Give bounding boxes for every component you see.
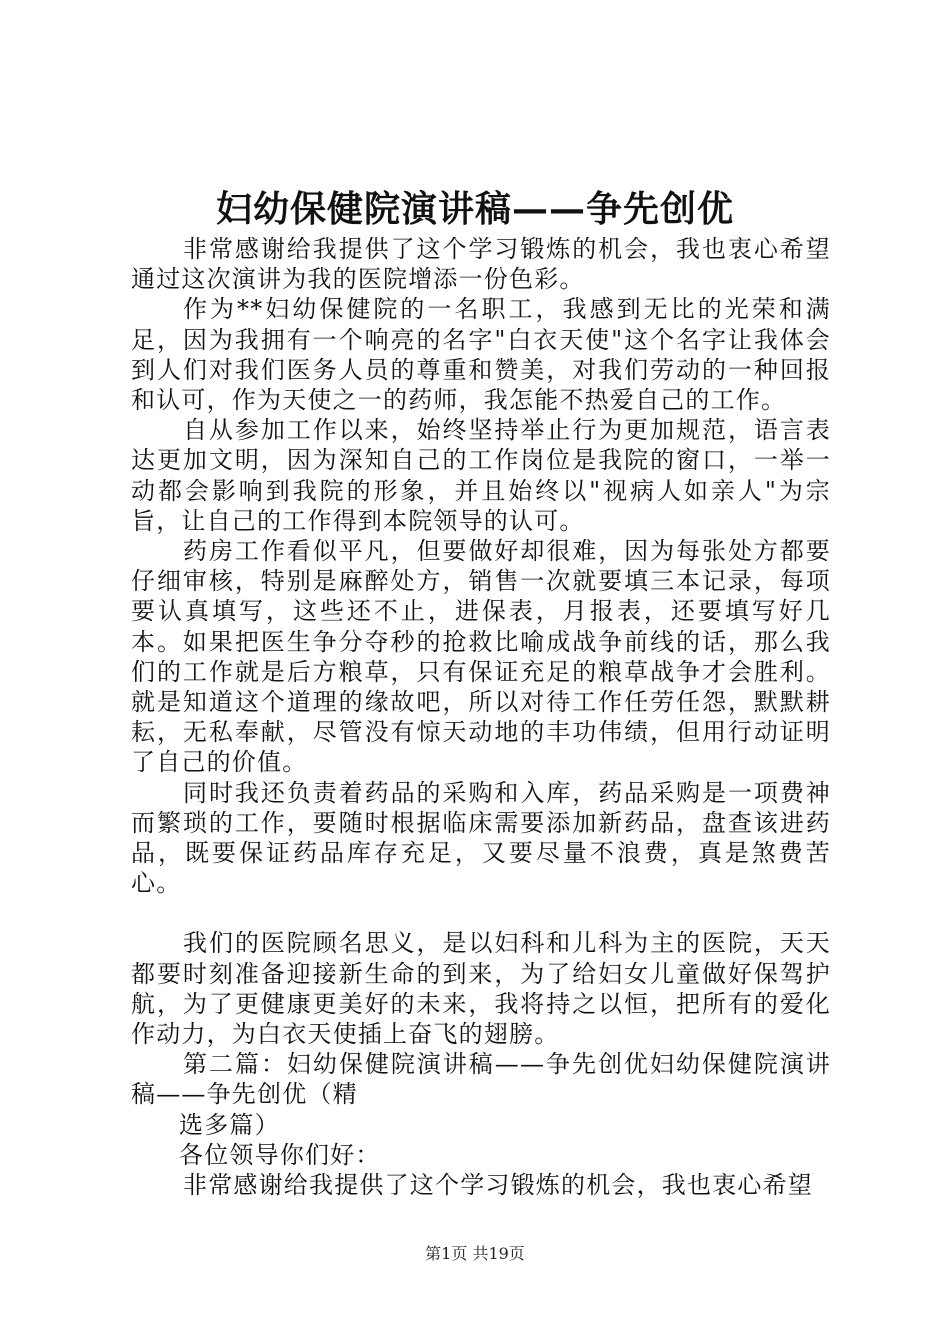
paragraph-pharmacy-work: 药房工作看似平凡，但要做好却很难，因为每张处方都要仔细审核，特别是麻醉处方，销售一次就要填三本记录，每项要认真填写，这些还不止，进保表，月报表，还要填写好几本。如果把医生争分夺秒的抢救比喻成战争前线的话，那么我们的工作就是后方粮草，只有保证充足的粮草战争才会胜利。就是知道这个道理的缘故吧，所以对待工作任劳任怨，默默耕耘，无私奉献，尽管没有惊天动地的丰功伟绩，但用行动证明了自己的价值。	[131, 537, 831, 777]
paragraph-second-article-heading: 第二篇：妇幼保健院演讲稿——争先创优妇幼保健院演讲稿——争先创优（精	[131, 1050, 831, 1109]
paragraph-procurement: 同时我还负责着药品的采购和入库，药品采购是一项费神而繁琐的工作，要随时根据临床需要添加新药品，盘查该进药品，既要保证药品库存充足，又要尽量不浪费，真是煞费苦心。	[131, 778, 831, 898]
paragraph-greeting: 各位领导你们好：	[179, 1140, 381, 1169]
page-number-footer: 第1页 共19页	[425, 1244, 525, 1263]
paragraph-spacer	[131, 898, 831, 928]
document-title: 妇幼保健院演讲稿——争先创优	[215, 188, 734, 230]
paragraph-intro: 非常感谢给我提供了这个学习锻炼的机会，我也衷心希望通过这次演讲为我的医院增添一份色彩。	[131, 235, 831, 294]
document-body	[131, 234, 831, 1200]
paragraph-conduct: 自从参加工作以来，始终坚持举止行为更加规范，语言表达更加文明，因为深知自己的工作岗位是我院的窗口，一举一动都会影响到我院的形象，并且始终以"视病人如亲人"为宗旨，让自己的工作得到本院领导的认可。	[131, 416, 831, 535]
paragraph-intro-repeat: 非常感谢给我提供了这个学习锻炼的机会，我也衷心希望	[183, 1171, 813, 1200]
paragraph-identity: 作为**妇幼保健院的一名职工，我感到无比的光荣和满足，因为我拥有一个响亮的名字"白衣天使"这个名字让我体会到人们对我们医务人员的尊重和赞美，对我们劳动的一种回报和认可，作为天使之一的药师，我怎能不热爱自己的工作。	[131, 295, 831, 415]
paragraph-hospital: 我们的医院顾名思义，是以妇科和儿科为主的医院，天天都要时刻准备迎接新生命的到来，为了给妇女儿童做好保驾护航，为了更健康更美好的未来，我将持之以恒，把所有的爱化作动力，为白衣天使插上奋飞的翅膀。	[131, 929, 831, 1049]
paragraph-heading-continuation: 选多篇）	[179, 1110, 280, 1139]
